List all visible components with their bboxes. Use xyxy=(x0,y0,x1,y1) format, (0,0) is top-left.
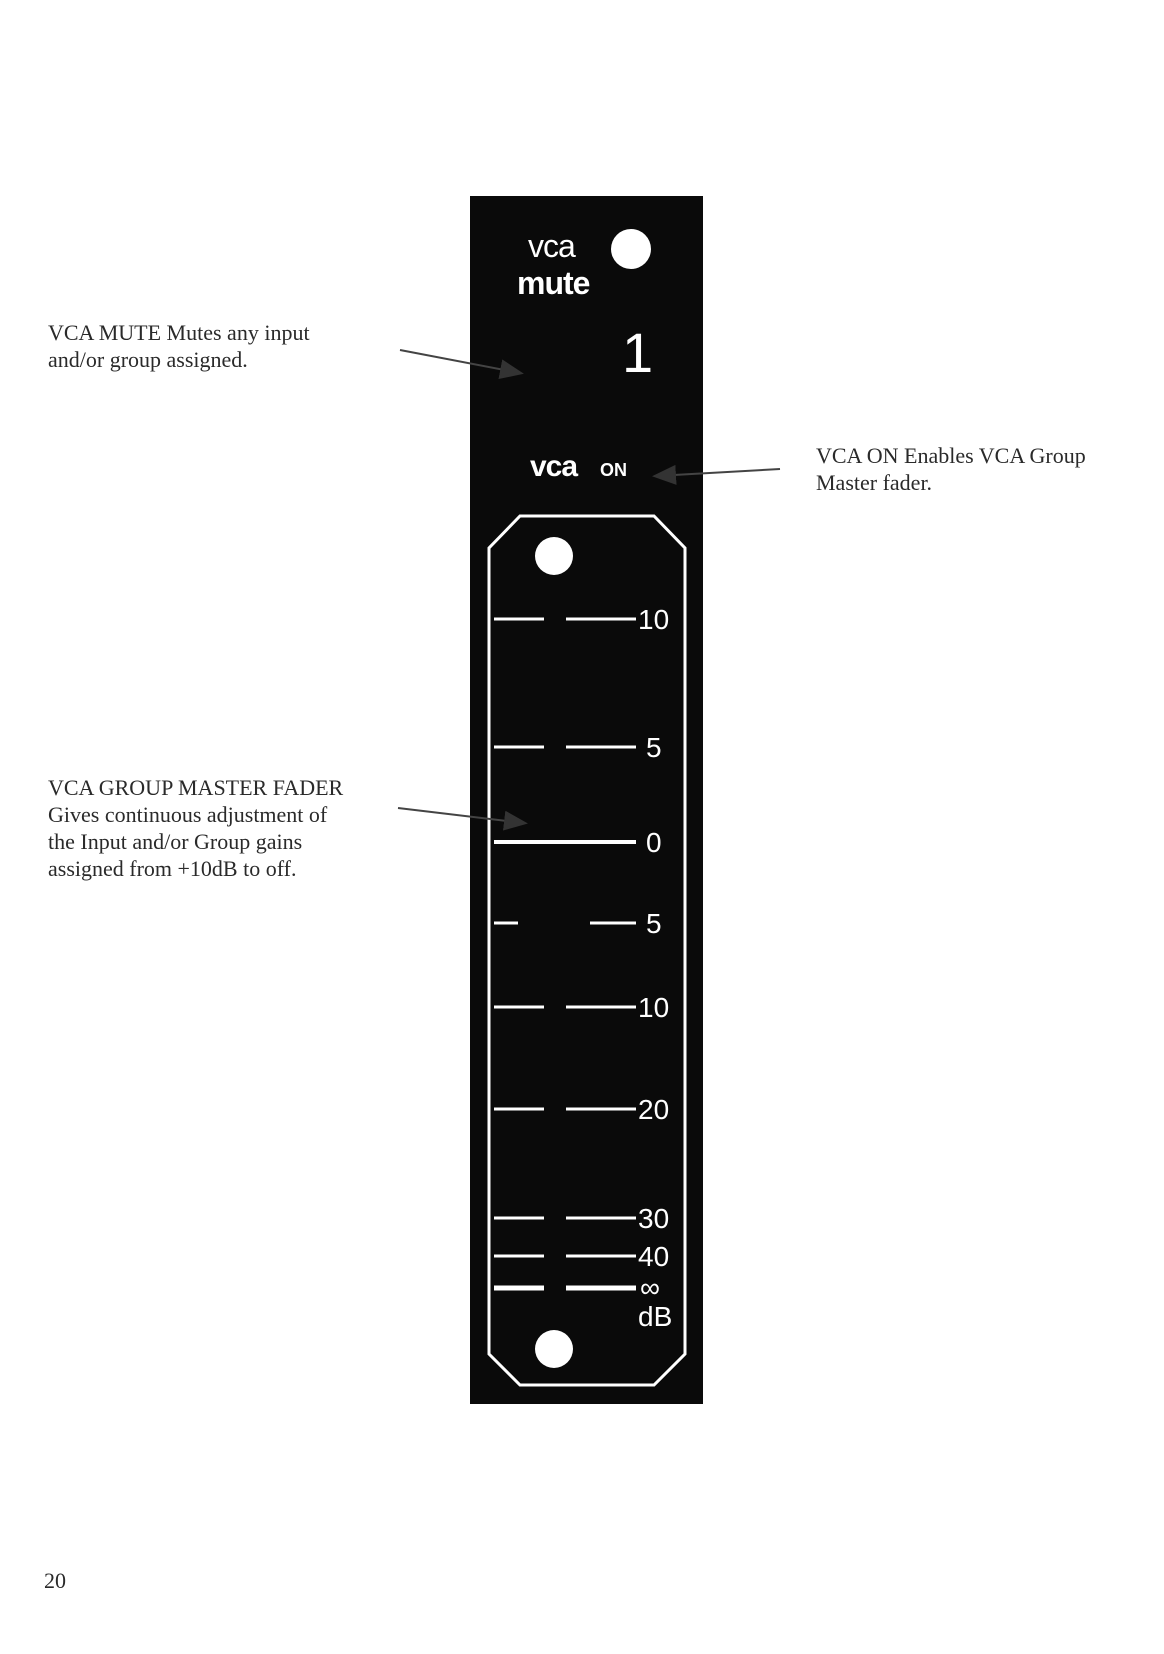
vca-on-vca-label: vca xyxy=(530,450,578,483)
scale-label-30: 30 xyxy=(638,1203,670,1234)
vca-on-button[interactable]: ON xyxy=(600,460,627,480)
mute-label: mute xyxy=(517,265,590,301)
bottom-screw-icon xyxy=(535,1330,573,1368)
scale-label-10-bottom: 10 xyxy=(638,992,670,1023)
vca-on-annotation: VCA ON Enables VCA Group Master fader. xyxy=(816,443,1086,495)
scale-label-0: 0 xyxy=(646,827,662,858)
scale-label-10-top: 10 xyxy=(638,604,670,635)
scale-label-inf: ∞ xyxy=(640,1272,660,1303)
scale-unit-db: dB xyxy=(638,1301,673,1332)
scale-label-5-top: 5 xyxy=(646,732,662,763)
scale-label-5-bottom: 5 xyxy=(646,908,662,939)
channel-number: 1 xyxy=(622,321,654,384)
fader-scale-ticks xyxy=(494,619,636,1288)
vca-label: vca xyxy=(528,228,575,264)
scale-label-20: 20 xyxy=(638,1094,670,1125)
top-screw-icon xyxy=(535,537,573,575)
fader-annotation: VCA GROUP MASTER FADER Gives continuous adjustment of the Input and/or Group gains assigned from +10dB to off. xyxy=(48,775,344,881)
mute-arrow xyxy=(400,350,520,373)
on-arrow xyxy=(656,469,780,476)
fader-arrow xyxy=(398,808,524,823)
scale-label-40: 40 xyxy=(638,1241,670,1272)
page-number: 20 xyxy=(44,1568,66,1593)
vca-mute-annotation: VCA MUTE Mutes any input and/or group assigned. xyxy=(48,320,310,372)
